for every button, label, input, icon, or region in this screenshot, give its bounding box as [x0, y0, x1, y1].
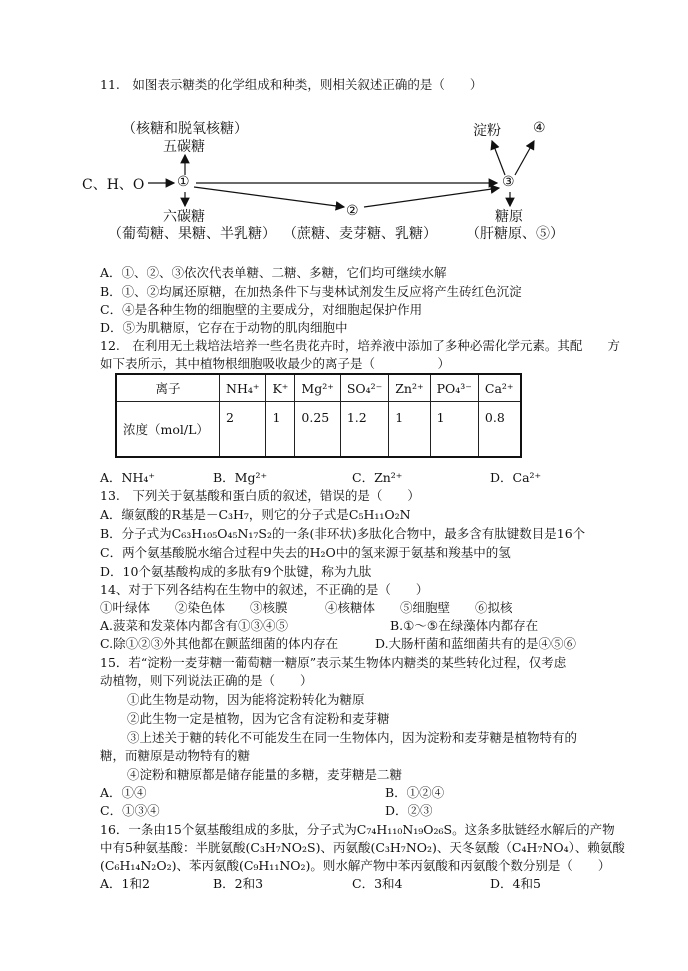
q12-stem-line2: 如下表所示，其中植物根细胞吸收最少的离子是（ ）	[100, 356, 451, 371]
q13-option-a: A．缬氨酸的R基是－C₃H₇，则它的分子式是C₅H₁₁O₂N	[100, 507, 411, 522]
q11-stem: 11. 如图表示糖类的化学组成和种类，则相关叙述正确的是（ ）	[100, 77, 483, 92]
node-2-detail: （蔗糖、麦芽糖、乳糖）	[283, 226, 437, 242]
ion-header: NH₄⁺	[220, 374, 266, 402]
q15-statement-3b: 糖，而糖原是动物特有的糖	[100, 748, 251, 763]
q16-stem-line2: 中有5种氨基酸：半胱氨酸(C₃H₇NO₂S)、丙氨酸(C₃H₇NO₂)、天冬氨酸（C₄H₇NO₄）、赖氨酸	[100, 840, 625, 855]
node-4: ④	[533, 120, 546, 136]
hexose-label: 六碳糖	[163, 209, 205, 225]
ion-value: 0.8	[478, 402, 520, 458]
arrow-3-starch	[492, 141, 505, 175]
q15-option-a: A．①④	[100, 785, 147, 800]
q14-option-d: D.大肠杆菌和蓝细菌共有的是④⑤⑥	[375, 636, 577, 651]
q15-option-d: D．②③	[385, 803, 433, 818]
q15-statement-2: ②此生物一定是植物，因为它含有淀粉和麦芽糖	[127, 711, 390, 726]
q14-items: ①叶绿体 ②染色体 ③核膜 ④核糖体 ⑤细胞壁 ⑥拟核	[100, 600, 513, 615]
q16-option-c: C．3和4	[352, 876, 403, 891]
q13-option-d: D．10个氨基酸构成的多肽有9个肽键，称为九肽	[100, 564, 372, 579]
q15-stem-line2: 动植物，则下列说法正确的是（ ）	[100, 673, 313, 688]
arrow-2-3	[364, 188, 499, 207]
ion-header: PO₄³⁻	[430, 374, 478, 402]
q16-option-b: B．2和3	[213, 876, 264, 891]
q15-statement-3a: ③上述关于糖的转化不可能发生在同一生物体内，因为淀粉和麦芽糖是植物特有的	[127, 730, 578, 745]
ion-value: 1	[430, 402, 478, 458]
ion-header: Zn²⁺	[389, 374, 430, 402]
ion-header: SO₄²⁻	[340, 374, 388, 402]
q11-option-b: B．①、②均属还原糖，在加热条件下与斐林试剂发生反应将产生砖红色沉淀	[100, 284, 522, 299]
glycogen-detail: （肝糖原、⑤）	[466, 226, 564, 242]
q13-option-b: B．分子式为C₆₃H₁₀₅O₄₅N₁₇S₂的一条(非环状)多肽化合物中，最多含有肽键数目是16个	[100, 526, 586, 541]
ion-value: 2	[220, 402, 266, 458]
q12-option-a: A．NH₄⁺	[100, 470, 155, 485]
q16-option-a: A．1和2	[100, 876, 150, 891]
q11-option-a: A．①、②、③依次代表单糖、二糖、多糖，它们均可继续水解	[100, 265, 447, 280]
q15-option-b: B．①②④	[385, 785, 445, 800]
q12-stem-line1: 12. 在利用无土栽培法培养一些名贵花卉时，培养液中添加了多种必需化学元素。其配 方	[100, 338, 620, 353]
q16-option-d: D．4和5	[490, 876, 541, 891]
q15-stem-line1: 15．若“淀粉一麦芽糖一葡萄糖一糖原”表示某生物体内糖类的某些转化过程，仅考虑	[100, 655, 567, 670]
q14-option-a: A.菠菜和发菜体内都含有①③④⑤	[100, 618, 289, 633]
ion-value: 1.2	[340, 402, 388, 458]
ion-value: 0.25	[295, 402, 340, 458]
glycogen-label: 糖原	[495, 209, 523, 225]
q12-option-d: D．Ca²⁺	[490, 470, 542, 485]
node-1: ①	[177, 174, 190, 190]
pentose-label: 五碳糖	[163, 139, 205, 155]
ion-value: 1	[389, 402, 430, 458]
arrow-1-2	[194, 187, 344, 207]
ion-table	[115, 373, 522, 458]
q15-statement-1: ①此生物是动物，因为能将淀粉转化为糖原	[127, 692, 365, 707]
q13-option-c: C．两个氨基酸脱水缩合过程中失去的H₂O中的氢来源于氨基和羧基中的氢	[100, 545, 511, 560]
q15-option-c: C．①③④	[100, 803, 160, 818]
ion-value: 1	[266, 402, 295, 458]
ion-header: K⁺	[266, 374, 295, 402]
starch-label: 淀粉	[473, 123, 501, 139]
q12-option-c: C．Zn²⁺	[352, 470, 403, 485]
q14-option-b: B.①～⑤在绿藻体内都存在	[390, 618, 539, 633]
node-3: ③	[502, 174, 515, 190]
hexose-detail: （葡萄糖、果糖、半乳糖）	[108, 226, 276, 242]
ion-header: Mg²⁺	[295, 374, 340, 402]
q16-stem-line1: 16．一条由15个氨基酸组成的多肽，分子式为C₇₄H₁₁₀N₁₉O₂₆S。这条多肽链经水解后的产物	[100, 822, 615, 837]
q14-option-c: C.除①②③外其他都在颤蓝细菌的体内存在	[100, 636, 339, 651]
diagram-arrows	[0, 0, 688, 260]
q16-stem-line3: (C₆H₁₄N₂O₂)、苯丙氨酸(C₉H₁₁NO₂)。则水解产物中苯丙氨酸和丙氨酸个数分别是（ ）	[100, 858, 611, 873]
ion-header: Ca²⁺	[478, 374, 520, 402]
node-2: ②	[346, 203, 359, 219]
q11-option-c: C．④是各种生物的细胞壁的主要成分，对细胞起保护作用	[100, 302, 423, 317]
pentose-detail: （核糖和脱氧核糖）	[122, 121, 248, 137]
q15-statement-4: ④淀粉和糖原都是储存能量的多糖，麦芽糖是二糖	[127, 767, 403, 782]
q12-option-b: B．Mg²⁺	[213, 470, 268, 485]
ion-row-label: 浓度（mol/L）	[116, 402, 220, 458]
q11-option-d: D．⑤为肌糖原，它存在于动物的肌肉细胞中	[100, 320, 348, 335]
q14-stem: 14、对于下列各结构在生物中的叙述，不正确的是（ ）	[100, 582, 429, 597]
source-label: C、H、O	[82, 177, 145, 193]
q13-stem: 13. 下列关于氨基酸和蛋白质的叙述，错误的是（ ）	[100, 488, 420, 503]
ion-header-label: 离子	[116, 374, 220, 402]
arrow-3-4	[515, 141, 534, 175]
